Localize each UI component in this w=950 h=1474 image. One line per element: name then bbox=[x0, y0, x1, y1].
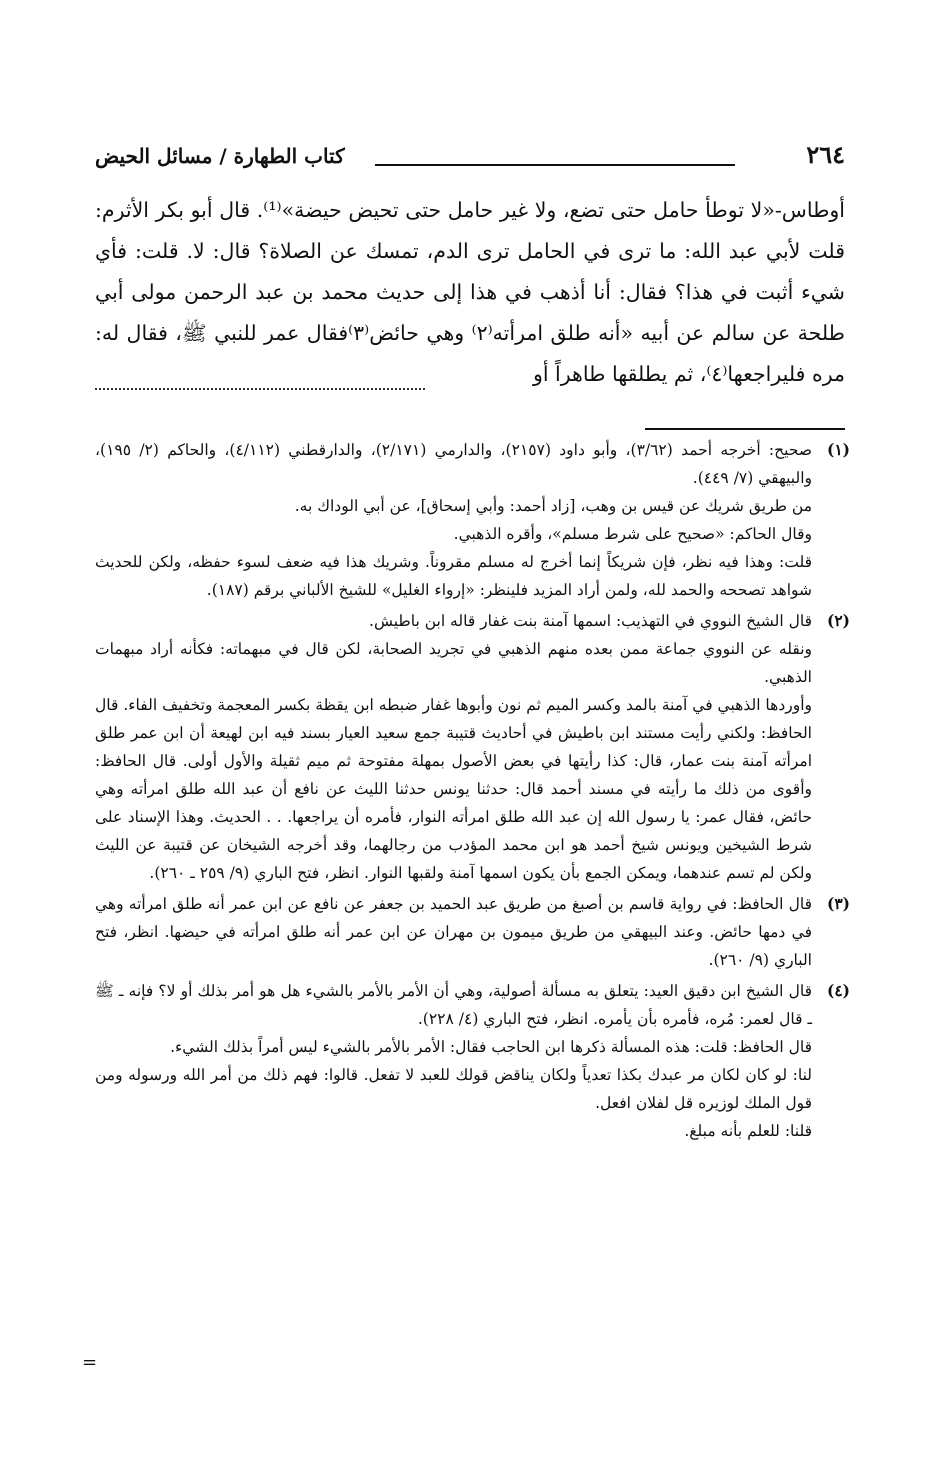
footnote-paragraph: قال الحافظ: في رواية قاسم بن أصبغ من طريق عبد الحميد بن جعفر عن نافع عن ابن عمر أنه طلق امرأته وهي في دمها حائض. وعند البيهقي من طريق ميمون بن مهران عن ابن عمر أنه طلق امرأته في حيضها. انظر، فتح الباري (٩/ ٢٦٠). bbox=[95, 895, 812, 969]
continuation-dots bbox=[95, 378, 425, 390]
footnote-paragraph: صحيح: أخرجه أحمد (٣/٦٢)، وأبو داود (٢١٥٧)، والدارمي (٢/١٧١)، والدارقطني (٤/١١٢)، والحاكم (٢/ ١٩٥)، والبيهقي (٧/ ٤٤٩). bbox=[95, 441, 813, 487]
footnote-paragraph: قلت: وهذا فيه نظر، فإن شريكاً إنما أخرج له مسلم مقروناً. وشريك هذا فيه ضعف لسوء حفظه، ولكن للحديث شواهد تصححه والحمد لله، ولمن أراد المزيد فلينظر: «إرواء الغليل» للشيخ الألباني برقم (١٨٧). bbox=[95, 553, 812, 599]
main-paragraph: أوطاس-«لا توطأ حامل حتى تضع، ولا غير حامل حتى تحيض حيضة»⁽¹⁾. قال أبو بكر الأثرم: قلت لأبي عبد الله: ما ترى في الحامل ترى الدم، تمسك عن الصلاة؟ قال: لا. قلت: فأي شيء أثبت في هذا؟ فقال: أنا أذهب في هذا إلى حديث محمد بن عبد الرحمن مولى أبي طلحة عن سالم عن أبيه «أنه طلق امرأته⁽٢⁾ وهي حائض⁽٣⁾فقال عمر للنبي ﷺ، فقال له: مره فليراجعها⁽٤⁾، ثم يطلقها طاهراً أو bbox=[95, 198, 845, 386]
footnote-number: (٤) bbox=[826, 981, 850, 1000]
footnote-paragraph: قلنا: للعلم بأنه مبلغ. bbox=[684, 1122, 812, 1140]
footnote-paragraph: وأوردها الذهبي في آمنة بالمد وكسر الميم ثم نون وأبوها غفار ضبطه ابن يقظة بكسر المعجمة وتخفيف الفاء. قال الحافظ: ولكني رأيت مستند ابن باطيش في أحاديث قتيبة جمع سعيد العيار بسند فيه ابن لهيعة أن ابن عمر طلق امرأته آمنة بنت عمار، قال: كذا رأيتها في بعض الأصول بمهلة مفتوحة ثم ميم ثقيلة والأول أولى. قال الحافظ: وأقوى من ذلك ما رأيته في مسند أحمد قال: حدثنا يونس حدثنا الليث عن نافع أن عبد الله طلق امرأته وهي حائض، فقال عمر: يا رسول الله إن عبد الله طلق امرأته النوار، فأمره أن يراجعها. . . الحديث. وهذا الإسناد على شرط الشيخين ويونس شيخ أحمد هو ابن محمد المؤدب من رجالهما، وقد أخرجه الشيخان عن قتيبة عن الليث ولكن لم تسم عندهما، ويمكن الجمع بأن يكون اسمها آمنة ولقبها النوار. انظر، فتح الباري (٩/ ٢٥٩ ـ ٢٦٠). bbox=[95, 696, 812, 882]
footnote-1 bbox=[95, 436, 850, 604]
footnote-paragraph: قال الشيخ النووي في التهذيب: اسمها آمنة بنت غفار قاله ابن باطيش. bbox=[369, 612, 812, 630]
footnote-paragraph: قال الحافظ: قلت: هذه المسألة ذكرها ابن الحاجب فقال: الأمر بالأمر بالشيء ليس أمراً بذلك الشيء. bbox=[170, 1038, 812, 1056]
footnote-number: (١) bbox=[826, 440, 850, 459]
header-rule bbox=[375, 164, 735, 166]
footnote-paragraph: من طريق شريك عن قيس بن وهب، [زاد أحمد: وأبي إسحاق]، عن أبي الوداك به. bbox=[294, 497, 812, 515]
page-header bbox=[95, 138, 845, 178]
page-number: ٢٦٤ bbox=[806, 140, 845, 169]
running-title: كتاب الطهارة / مسائل الحيض bbox=[95, 144, 345, 168]
footnote-paragraph: ونقله عن النووي جماعة ممن بعده منهم الذهبي في تجريد الصحابة، لكن قال في مبهماته: فكأنه أراد مبهمات الذهبي. bbox=[95, 640, 812, 686]
continuation-mark: = bbox=[82, 1352, 98, 1373]
footnote-number: (٣) bbox=[826, 894, 850, 913]
footnote-paragraph: لنا: لو كان لكان مر عبدك بكذا تعدياً ولكان يناقض قولك للعبد لا تفعل. قالوا: فهم ذلك من أمر الله ورسوله ومن قول الملك لوزيره قل لفلان افعل. bbox=[95, 1066, 812, 1112]
footnote-4 bbox=[95, 977, 850, 1145]
footnote-separator bbox=[645, 428, 845, 430]
footnote-2 bbox=[95, 607, 850, 887]
footnote-paragraph: قال الشيخ ابن دقيق العيد: يتعلق به مسألة أصولية، وهي أن الأمر بالأمر بالشيء هل هو أمر بذلك أو لا؟ فإنه ـ ﷺ ـ قال لعمر: مُره، فأمره بأن يأمره. انظر، فتح الباري (٤/ ٢٢٨). bbox=[95, 982, 812, 1028]
footnote-paragraph: وقال الحاكم: «صحيح على شرط مسلم»، وأقره الذهبي. bbox=[453, 525, 812, 543]
footnote-3 bbox=[95, 890, 850, 974]
footnotes bbox=[95, 436, 850, 1148]
main-text bbox=[95, 190, 845, 395]
footnote-number: (٢) bbox=[826, 611, 850, 630]
